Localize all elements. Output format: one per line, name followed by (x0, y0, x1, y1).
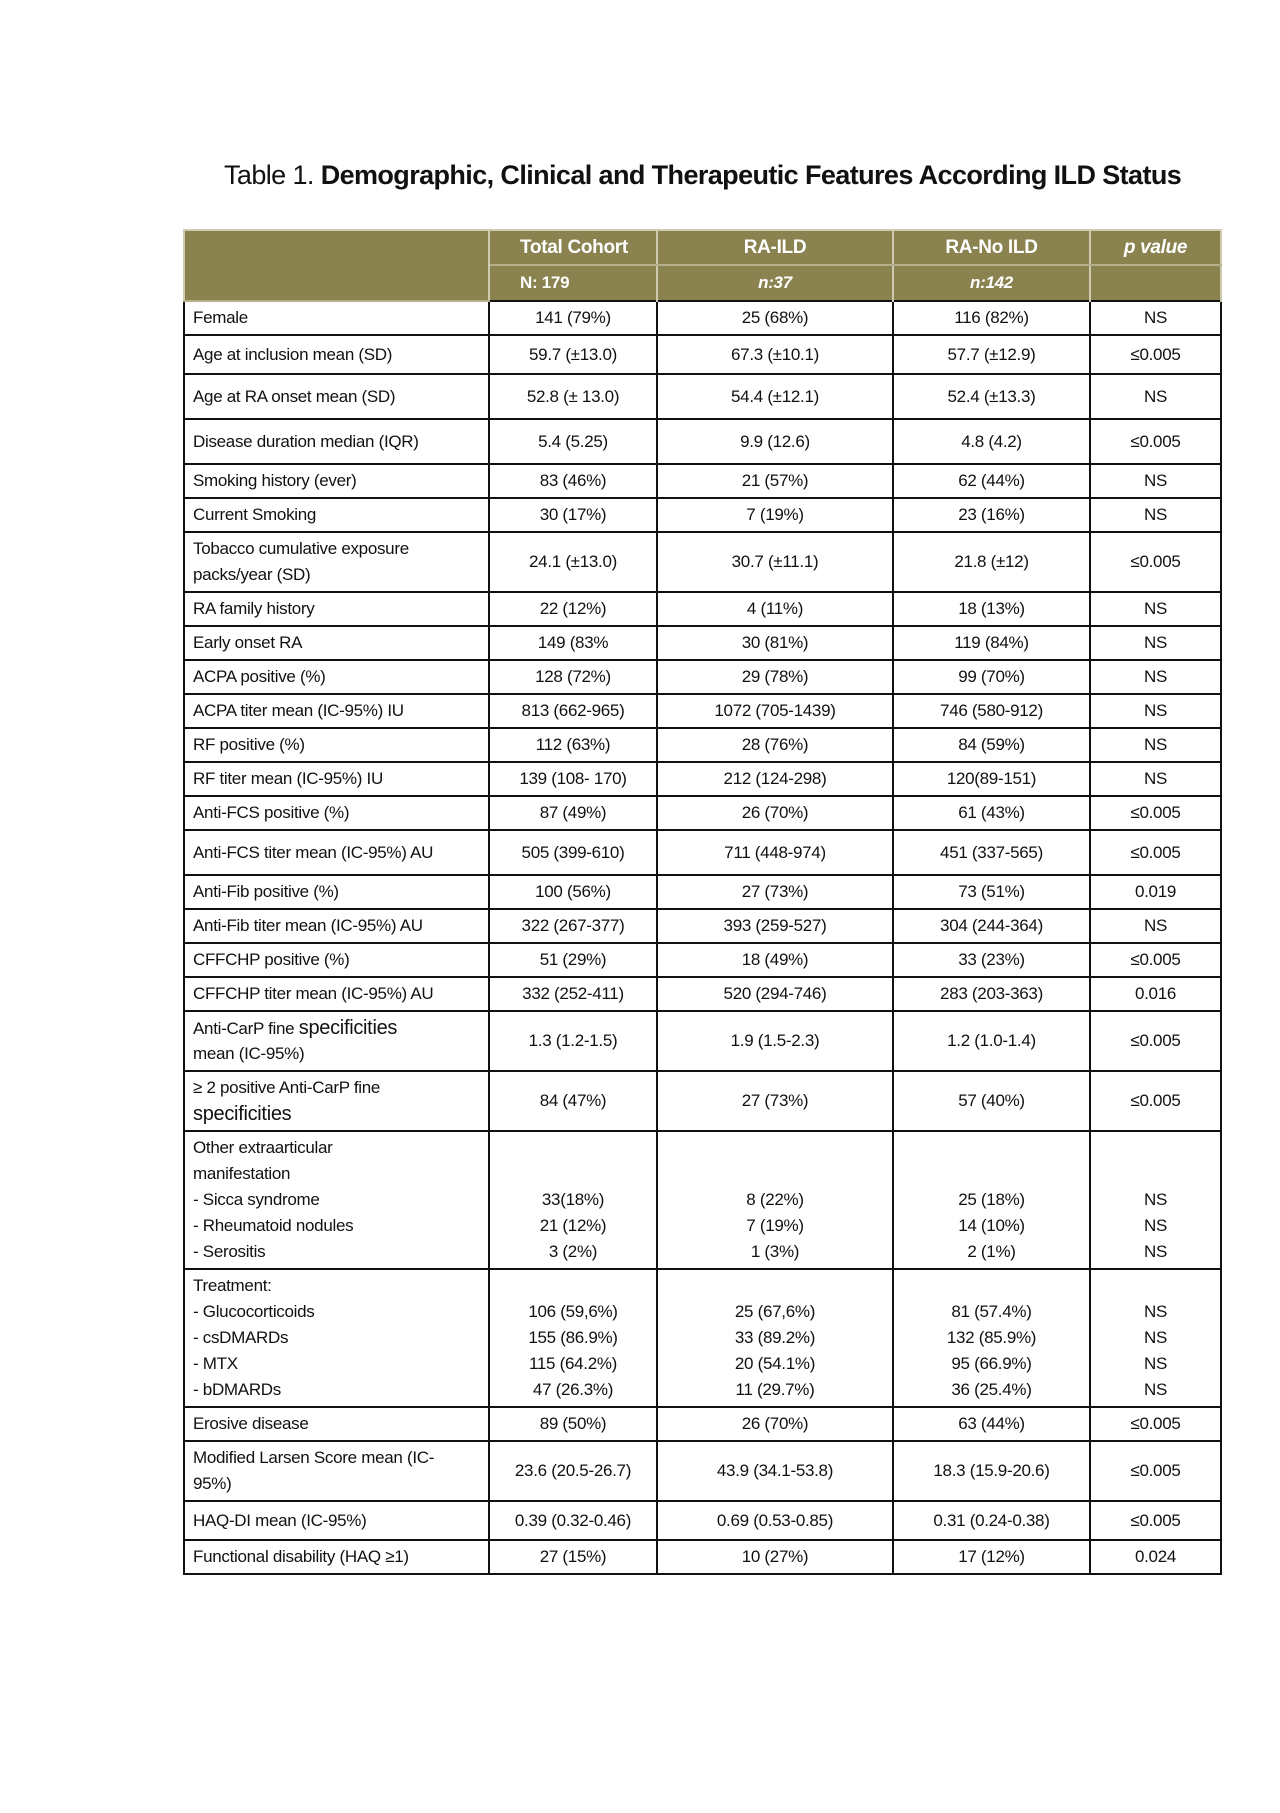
row-label (184, 532, 489, 592)
ra-no-ild-value: 116 (82%) (893, 301, 1090, 335)
row-label: Early onset RA (184, 626, 489, 660)
ra-ild-value: 29 (78%) (657, 660, 893, 694)
total-cohort-value: 139 (108- 170) (489, 762, 657, 796)
ra-no-ild-value: 84 (59%) (893, 728, 1090, 762)
features-table (183, 229, 1222, 1575)
group-item-value: 106 (59,6%) (528, 1302, 618, 1321)
group-item-value: 2 (1%) (967, 1242, 1016, 1261)
total-cohort-value: 149 (83% (489, 626, 657, 660)
ra-no-ild-value: 0.31 (0.24-0.38) (893, 1501, 1090, 1540)
table-row (184, 301, 1221, 335)
group-heading: Treatment: (193, 1276, 272, 1295)
row-label-line2: specificities (193, 1103, 292, 1125)
ra-ild-value: 711 (448-974) (657, 830, 893, 875)
ra-no-ild-value: 1.2 (1.0-1.4) (893, 1011, 1090, 1071)
group-item-value: 20 (54.1%) (734, 1354, 816, 1373)
group-item-value: 95 (66.9%) (951, 1354, 1032, 1373)
table-row (184, 374, 1221, 419)
group-item-value: NS (1143, 1302, 1168, 1321)
p-values (1090, 1269, 1221, 1407)
group-item-label: - Glucocorticoids (193, 1302, 315, 1321)
group-item-value: 25 (18%) (958, 1190, 1025, 1209)
total-cohort-value: 87 (49%) (489, 796, 657, 830)
total-cohort-value: 30 (17%) (489, 498, 657, 532)
total-cohort-value: 27 (15%) (489, 1540, 657, 1574)
p-value: NS (1090, 626, 1221, 660)
ra-ild-value: 43.9 (34.1-53.8) (657, 1441, 893, 1501)
row-label: Age at inclusion mean (SD) (184, 335, 489, 374)
table-row (184, 419, 1221, 464)
total-cohort-values (489, 1269, 657, 1407)
table-row (184, 830, 1221, 875)
ra-no-ild-value: 52.4 (±13.3) (893, 374, 1090, 419)
total-cohort-value: 59.7 (±13.0) (489, 335, 657, 374)
row-label: Anti-Fib positive (%) (184, 875, 489, 909)
ra-no-ild-value: 57 (40%) (893, 1071, 1090, 1131)
ra-ild-value: 1.9 (1.5-2.3) (657, 1011, 893, 1071)
group-item-value: 47 (26.3%) (532, 1380, 614, 1399)
p-value: ≤0.005 (1090, 1501, 1221, 1540)
row-label: ACPA titer mean (IC-95%) IU (184, 694, 489, 728)
row-label-line1: ≥ 2 positive Anti-CarP fine (193, 1078, 381, 1097)
row-label-line1: Modified Larsen Score mean (IC- (193, 1448, 435, 1467)
p-value: ≤0.005 (1090, 1071, 1221, 1131)
blank-line (496, 1161, 650, 1187)
group-item-value: 14 (10%) (958, 1216, 1025, 1235)
ra-ild-value: 30 (81%) (657, 626, 893, 660)
group-item-value: NS (1143, 1242, 1168, 1261)
ra-ild-value: 9.9 (12.6) (657, 419, 893, 464)
row-label: ACPA positive (%) (184, 660, 489, 694)
group-item-value: NS (1143, 1216, 1168, 1235)
table-row (184, 1441, 1221, 1501)
total-cohort-value: 24.1 (±13.0) (489, 532, 657, 592)
extraarticular-row (184, 1131, 1221, 1269)
row-label: Female (184, 301, 489, 335)
blank-line (664, 1161, 886, 1187)
group-item-value: 11 (29.7%) (735, 1380, 815, 1399)
header-row-labels (184, 230, 1221, 265)
row-label-line1: Tobacco cumulative exposure (193, 539, 409, 558)
ra-no-ild-value: 57.7 (±12.9) (893, 335, 1090, 374)
p-value: ≤0.005 (1090, 1441, 1221, 1501)
table-row (184, 977, 1221, 1011)
total-cohort-value: 505 (399-610) (489, 830, 657, 875)
p-value: NS (1090, 660, 1221, 694)
ra-ild-values (657, 1269, 893, 1407)
ra-ild-value: 67.3 (±10.1) (657, 335, 893, 374)
blank-line (900, 1135, 1083, 1161)
row-label-text: Anti-CarP fine (193, 1019, 299, 1038)
table-row (184, 464, 1221, 498)
group-item-value: 1 (3%) (750, 1242, 800, 1261)
header-blank (184, 230, 489, 301)
ra-no-ild-values (893, 1131, 1090, 1269)
table-row (184, 909, 1221, 943)
p-value: 0.016 (1090, 977, 1221, 1011)
header-ild-n: n:37 (657, 265, 893, 301)
table-row (184, 660, 1221, 694)
p-value: 0.019 (1090, 875, 1221, 909)
group-item-label: - bDMARDs (193, 1380, 281, 1399)
p-value: NS (1090, 374, 1221, 419)
group-heading: manifestation (193, 1164, 291, 1183)
ra-ild-value: 212 (124-298) (657, 762, 893, 796)
group-item-value: 132 (85.9%) (946, 1328, 1037, 1347)
group-item-value: 33(18%) (541, 1190, 605, 1209)
group-item-label: - csDMARDs (193, 1328, 289, 1347)
ra-no-ild-value: 451 (337-565) (893, 830, 1090, 875)
ra-no-ild-values (893, 1269, 1090, 1407)
table-row (184, 335, 1221, 374)
total-cohort-value: 322 (267-377) (489, 909, 657, 943)
table-title (224, 160, 1181, 191)
group-item-value: 33 (89.2%) (734, 1328, 816, 1347)
row-label: RF titer mean (IC-95%) IU (184, 762, 489, 796)
total-cohort-value: 84 (47%) (489, 1071, 657, 1131)
total-cohort-value: 141 (79%) (489, 301, 657, 335)
row-label: RF positive (%) (184, 728, 489, 762)
group-item-label: - MTX (193, 1354, 238, 1373)
treatment-row (184, 1269, 1221, 1407)
row-label: RA family history (184, 592, 489, 626)
group-item-value: 115 (64.2%) (528, 1354, 618, 1373)
row-label: Anti-Fib titer mean (IC-95%) AU (184, 909, 489, 943)
blank-line (1097, 1161, 1214, 1187)
header-p-value: p value (1090, 230, 1221, 265)
ra-ild-value: 0.69 (0.53-0.85) (657, 1501, 893, 1540)
row-label (184, 1011, 489, 1071)
blank-line (496, 1135, 650, 1161)
table-row (184, 694, 1221, 728)
p-value: ≤0.005 (1090, 532, 1221, 592)
blank-line (664, 1273, 886, 1299)
table-header (184, 230, 1221, 301)
p-value: ≤0.005 (1090, 1011, 1221, 1071)
table-row (184, 762, 1221, 796)
total-cohort-values (489, 1131, 657, 1269)
blank-line (496, 1273, 650, 1299)
group-item-label: - Serositis (193, 1242, 266, 1261)
group-item-label: - Rheumatoid nodules (193, 1216, 354, 1235)
total-cohort-value: 112 (63%) (489, 728, 657, 762)
row-label: Anti-FCS positive (%) (184, 796, 489, 830)
table-row (184, 1011, 1221, 1071)
row-label: Anti-FCS titer mean (IC-95%) AU (184, 830, 489, 875)
group-labels (184, 1131, 489, 1269)
ra-no-ild-value: 23 (16%) (893, 498, 1090, 532)
ra-no-ild-value: 304 (244-364) (893, 909, 1090, 943)
ra-ild-value: 10 (27%) (657, 1540, 893, 1574)
table-caption: Demographic, Clinical and Therapeutic Features According ILD Status (320, 160, 1182, 190)
ra-ild-value: 25 (68%) (657, 301, 893, 335)
ra-ild-value: 520 (294-746) (657, 977, 893, 1011)
total-cohort-value: 89 (50%) (489, 1407, 657, 1441)
table-row (184, 1501, 1221, 1540)
ra-ild-value: 21 (57%) (657, 464, 893, 498)
group-heading: Other extraarticular (193, 1138, 333, 1157)
total-cohort-value: 332 (252-411) (489, 977, 657, 1011)
group-item-value: 7 (19%) (746, 1216, 804, 1235)
header-no-ild-n: n:142 (893, 265, 1090, 301)
ra-no-ild-value: 18.3 (15.9-20.6) (893, 1441, 1090, 1501)
header-ra-no-ild: RA-No ILD (893, 230, 1090, 265)
p-value: ≤0.005 (1090, 943, 1221, 977)
p-value: NS (1090, 909, 1221, 943)
table-row (184, 626, 1221, 660)
ra-ild-value: 28 (76%) (657, 728, 893, 762)
ra-no-ild-value: 17 (12%) (893, 1540, 1090, 1574)
ra-ild-value: 30.7 (±11.1) (657, 532, 893, 592)
row-label: Disease duration median (IQR) (184, 419, 489, 464)
table-row (184, 728, 1221, 762)
row-label: Functional disability (HAQ ≥1) (184, 1540, 489, 1574)
p-value: NS (1090, 464, 1221, 498)
ra-ild-value: 27 (73%) (657, 1071, 893, 1131)
ra-no-ild-value: 21.8 (±12) (893, 532, 1090, 592)
total-cohort-value: 83 (46%) (489, 464, 657, 498)
total-cohort-value: 0.39 (0.32-0.46) (489, 1501, 657, 1540)
ra-ild-value: 26 (70%) (657, 1407, 893, 1441)
table-row (184, 943, 1221, 977)
total-cohort-value: 128 (72%) (489, 660, 657, 694)
table-number: Table 1. (224, 160, 314, 190)
table-row (184, 592, 1221, 626)
p-value: ≤0.005 (1090, 1407, 1221, 1441)
group-item-value: NS (1143, 1190, 1168, 1209)
ra-no-ild-value: 120(89-151) (893, 762, 1090, 796)
blank-line (1097, 1273, 1214, 1299)
group-item-value: 21 (12%) (539, 1216, 607, 1235)
ra-ild-value: 1072 (705-1439) (657, 694, 893, 728)
p-value: NS (1090, 592, 1221, 626)
ra-ild-value: 7 (19%) (657, 498, 893, 532)
total-cohort-value: 51 (29%) (489, 943, 657, 977)
row-label-spec: specificities (298, 1017, 398, 1039)
p-value: 0.024 (1090, 1540, 1221, 1574)
ra-ild-value: 54.4 (±12.1) (657, 374, 893, 419)
table-row (184, 1407, 1221, 1441)
p-value: NS (1090, 728, 1221, 762)
group-item-value: 155 (86.9%) (528, 1328, 618, 1347)
row-label (184, 1441, 489, 1501)
ra-no-ild-value: 283 (203-363) (893, 977, 1090, 1011)
ra-no-ild-value: 62 (44%) (893, 464, 1090, 498)
table-row (184, 1071, 1221, 1131)
blank-line (1097, 1135, 1214, 1161)
ra-ild-value: 4 (11%) (657, 592, 893, 626)
p-value: ≤0.005 (1090, 419, 1221, 464)
group-item-value: 81 (57.4%) (951, 1302, 1032, 1321)
group-item-value: 8 (22%) (746, 1190, 804, 1209)
p-value: ≤0.005 (1090, 830, 1221, 875)
ra-ild-value: 27 (73%) (657, 875, 893, 909)
group-item-value: NS (1143, 1354, 1168, 1373)
ra-no-ild-value: 73 (51%) (893, 875, 1090, 909)
ra-no-ild-value: 746 (580-912) (893, 694, 1090, 728)
total-cohort-value: 1.3 (1.2-1.5) (489, 1011, 657, 1071)
row-label: Current Smoking (184, 498, 489, 532)
row-label-line2: 95%) (193, 1474, 232, 1493)
header-total-n: N: 179 (489, 265, 657, 301)
p-value: NS (1090, 498, 1221, 532)
blank-line (900, 1273, 1083, 1299)
table-row (184, 796, 1221, 830)
p-value: ≤0.005 (1090, 335, 1221, 374)
row-label: HAQ-DI mean (IC-95%) (184, 1501, 489, 1540)
blank-line (664, 1135, 886, 1161)
row-label (184, 1071, 489, 1131)
total-cohort-value: 813 (662-965) (489, 694, 657, 728)
table-row (184, 532, 1221, 592)
total-cohort-value: 5.4 (5.25) (489, 419, 657, 464)
p-value: NS (1090, 301, 1221, 335)
header-total-cohort: Total Cohort (489, 230, 657, 265)
row-label-line2: packs/year (SD) (193, 565, 311, 584)
ra-no-ild-value: 63 (44%) (893, 1407, 1090, 1441)
row-label: CFFCHP positive (%) (184, 943, 489, 977)
ra-no-ild-value: 4.8 (4.2) (893, 419, 1090, 464)
blank-line (900, 1161, 1083, 1187)
ra-ild-value: 26 (70%) (657, 796, 893, 830)
ra-ild-value: 18 (49%) (657, 943, 893, 977)
total-cohort-value: 52.8 (± 13.0) (489, 374, 657, 419)
group-item-value: NS (1143, 1328, 1168, 1347)
group-item-label: - Sicca syndrome (193, 1190, 320, 1209)
group-item-value: 25 (67,6%) (734, 1302, 816, 1321)
row-label: Smoking history (ever) (184, 464, 489, 498)
header-ra-ild: RA-ILD (657, 230, 893, 265)
table-row (184, 498, 1221, 532)
group-item-value: 36 (25.4%) (951, 1380, 1032, 1399)
group-labels (184, 1269, 489, 1407)
table-row (184, 875, 1221, 909)
ra-no-ild-value: 61 (43%) (893, 796, 1090, 830)
ra-no-ild-value: 33 (23%) (893, 943, 1090, 977)
p-values (1090, 1131, 1221, 1269)
total-cohort-value: 100 (56%) (489, 875, 657, 909)
ra-no-ild-value: 119 (84%) (893, 626, 1090, 660)
group-item-value: 3 (2%) (548, 1242, 598, 1261)
total-cohort-value: 22 (12%) (489, 592, 657, 626)
table-row (184, 1540, 1221, 1574)
header-p-n (1090, 265, 1221, 301)
total-cohort-value: 23.6 (20.5-26.7) (489, 1441, 657, 1501)
row-label-line2: mean (IC-95%) (193, 1044, 305, 1063)
table-body (184, 301, 1221, 1574)
p-value: NS (1090, 762, 1221, 796)
group-item-value: NS (1143, 1380, 1168, 1399)
p-value: ≤0.005 (1090, 796, 1221, 830)
row-label: Age at RA onset mean (SD) (184, 374, 489, 419)
ra-no-ild-value: 18 (13%) (893, 592, 1090, 626)
p-value: NS (1090, 694, 1221, 728)
ra-ild-values (657, 1131, 893, 1269)
ra-no-ild-value: 99 (70%) (893, 660, 1090, 694)
row-label: CFFCHP titer mean (IC-95%) AU (184, 977, 489, 1011)
row-label-line1 (193, 1015, 482, 1041)
ra-ild-value: 393 (259-527) (657, 909, 893, 943)
row-label: Erosive disease (184, 1407, 489, 1441)
